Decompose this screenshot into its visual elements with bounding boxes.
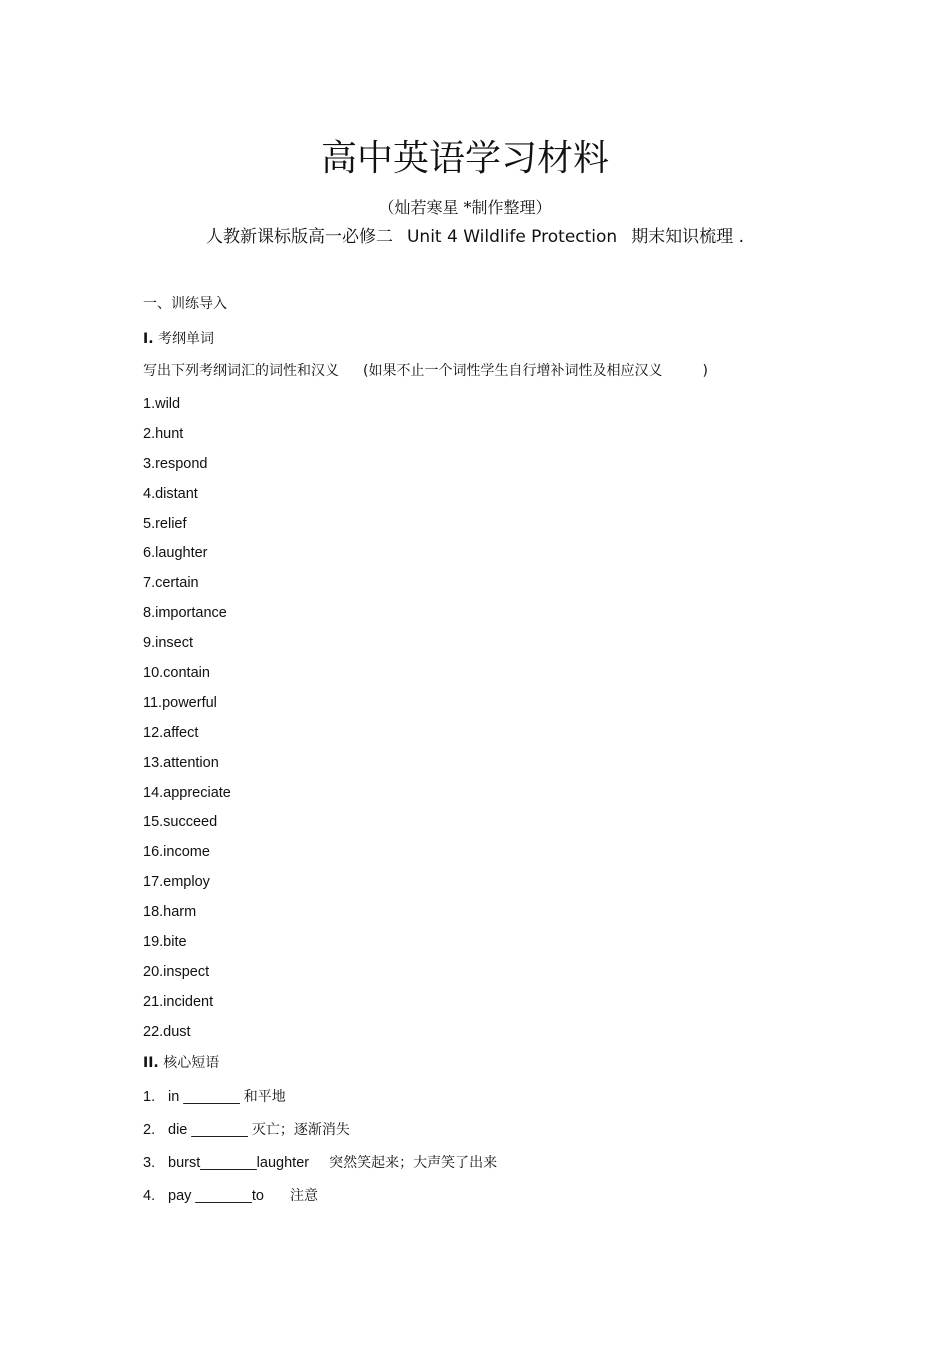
list-item: 13.attention (143, 754, 219, 771)
phrase-meaning: 和平地 (243, 1089, 286, 1105)
list-item: 16.income (143, 844, 210, 861)
part2-numeral: II. (143, 1055, 159, 1071)
list-item: 2.hunt (143, 425, 184, 442)
list-item: 8.importance (143, 605, 227, 622)
list-item: 15.succeed (143, 814, 218, 831)
phrase-number: 3. (143, 1155, 156, 1171)
list-item: 20.inspect (143, 963, 210, 980)
phrase-text: pay _______to (168, 1188, 264, 1204)
phrase-number: 1. (143, 1089, 156, 1105)
list-item: 14.appreciate (143, 784, 231, 801)
list-item: 1.wild (143, 396, 181, 412)
unit-suffix: 期末知识梳理 . (631, 227, 744, 247)
unit-prefix: 人教新课标版高一必修二 (205, 227, 393, 247)
part1-instruction (143, 361, 708, 381)
unit-line (0, 225, 950, 249)
list-item: 19.bite (143, 934, 187, 951)
instruction-paren-text: (如果不止一个词性学生自行增补词性及相应汉义 (363, 363, 663, 379)
list-item: 17.employ (143, 874, 210, 891)
phrase-meaning: 注意 (289, 1188, 318, 1204)
document-title: 高中英语学习材料 (320, 138, 609, 179)
list-item: 5.relief (143, 515, 187, 532)
list-item: 11.powerful (143, 694, 217, 711)
list-item: 7.certain (143, 575, 199, 592)
section-intro-heading: 一、训练导入 (143, 296, 227, 312)
instruction-paren-close: ) (702, 363, 708, 379)
phrase-text: in _______ (168, 1089, 240, 1105)
phrase-row (143, 1086, 286, 1108)
phrase-row (143, 1185, 318, 1207)
phrase-text: die _______ (168, 1122, 248, 1138)
unit-name: Unit 4 Wildlife Protection (406, 227, 618, 247)
list-item: 6.laughter (143, 545, 208, 562)
list-item: 18.harm (143, 904, 197, 921)
part1-numeral: I. (143, 331, 154, 347)
phrase-number: 2. (143, 1122, 156, 1138)
list-item: 10.contain (143, 665, 210, 682)
part1-heading (143, 329, 214, 349)
list-item: 12.affect (143, 724, 199, 741)
part2-title: 核心短语 (163, 1055, 220, 1071)
part2-heading (143, 1053, 219, 1073)
phrase-text: burst_______laughter (168, 1155, 310, 1171)
phrase-row (143, 1152, 497, 1174)
list-item: 3.respond (143, 455, 208, 472)
list-item: 4.distant (143, 485, 198, 502)
document-subtitle: （灿若寒星 *制作整理） (378, 198, 552, 217)
list-item: 9.insect (143, 635, 193, 652)
list-item: 22.dust (143, 1023, 191, 1040)
phrase-meaning: 灭亡；逐渐消失 (251, 1122, 350, 1138)
instruction-text: 写出下列考纲词汇的词性和汉义 (143, 363, 339, 379)
vocabulary-list (143, 393, 231, 1051)
phrase-number: 4. (143, 1188, 156, 1204)
phrase-meaning: 突然笑起来；大声笑了出来 (329, 1155, 498, 1171)
list-item: 21.incident (143, 993, 214, 1010)
part1-title: 考纲单词 (157, 331, 214, 347)
phrase-row (143, 1119, 350, 1141)
